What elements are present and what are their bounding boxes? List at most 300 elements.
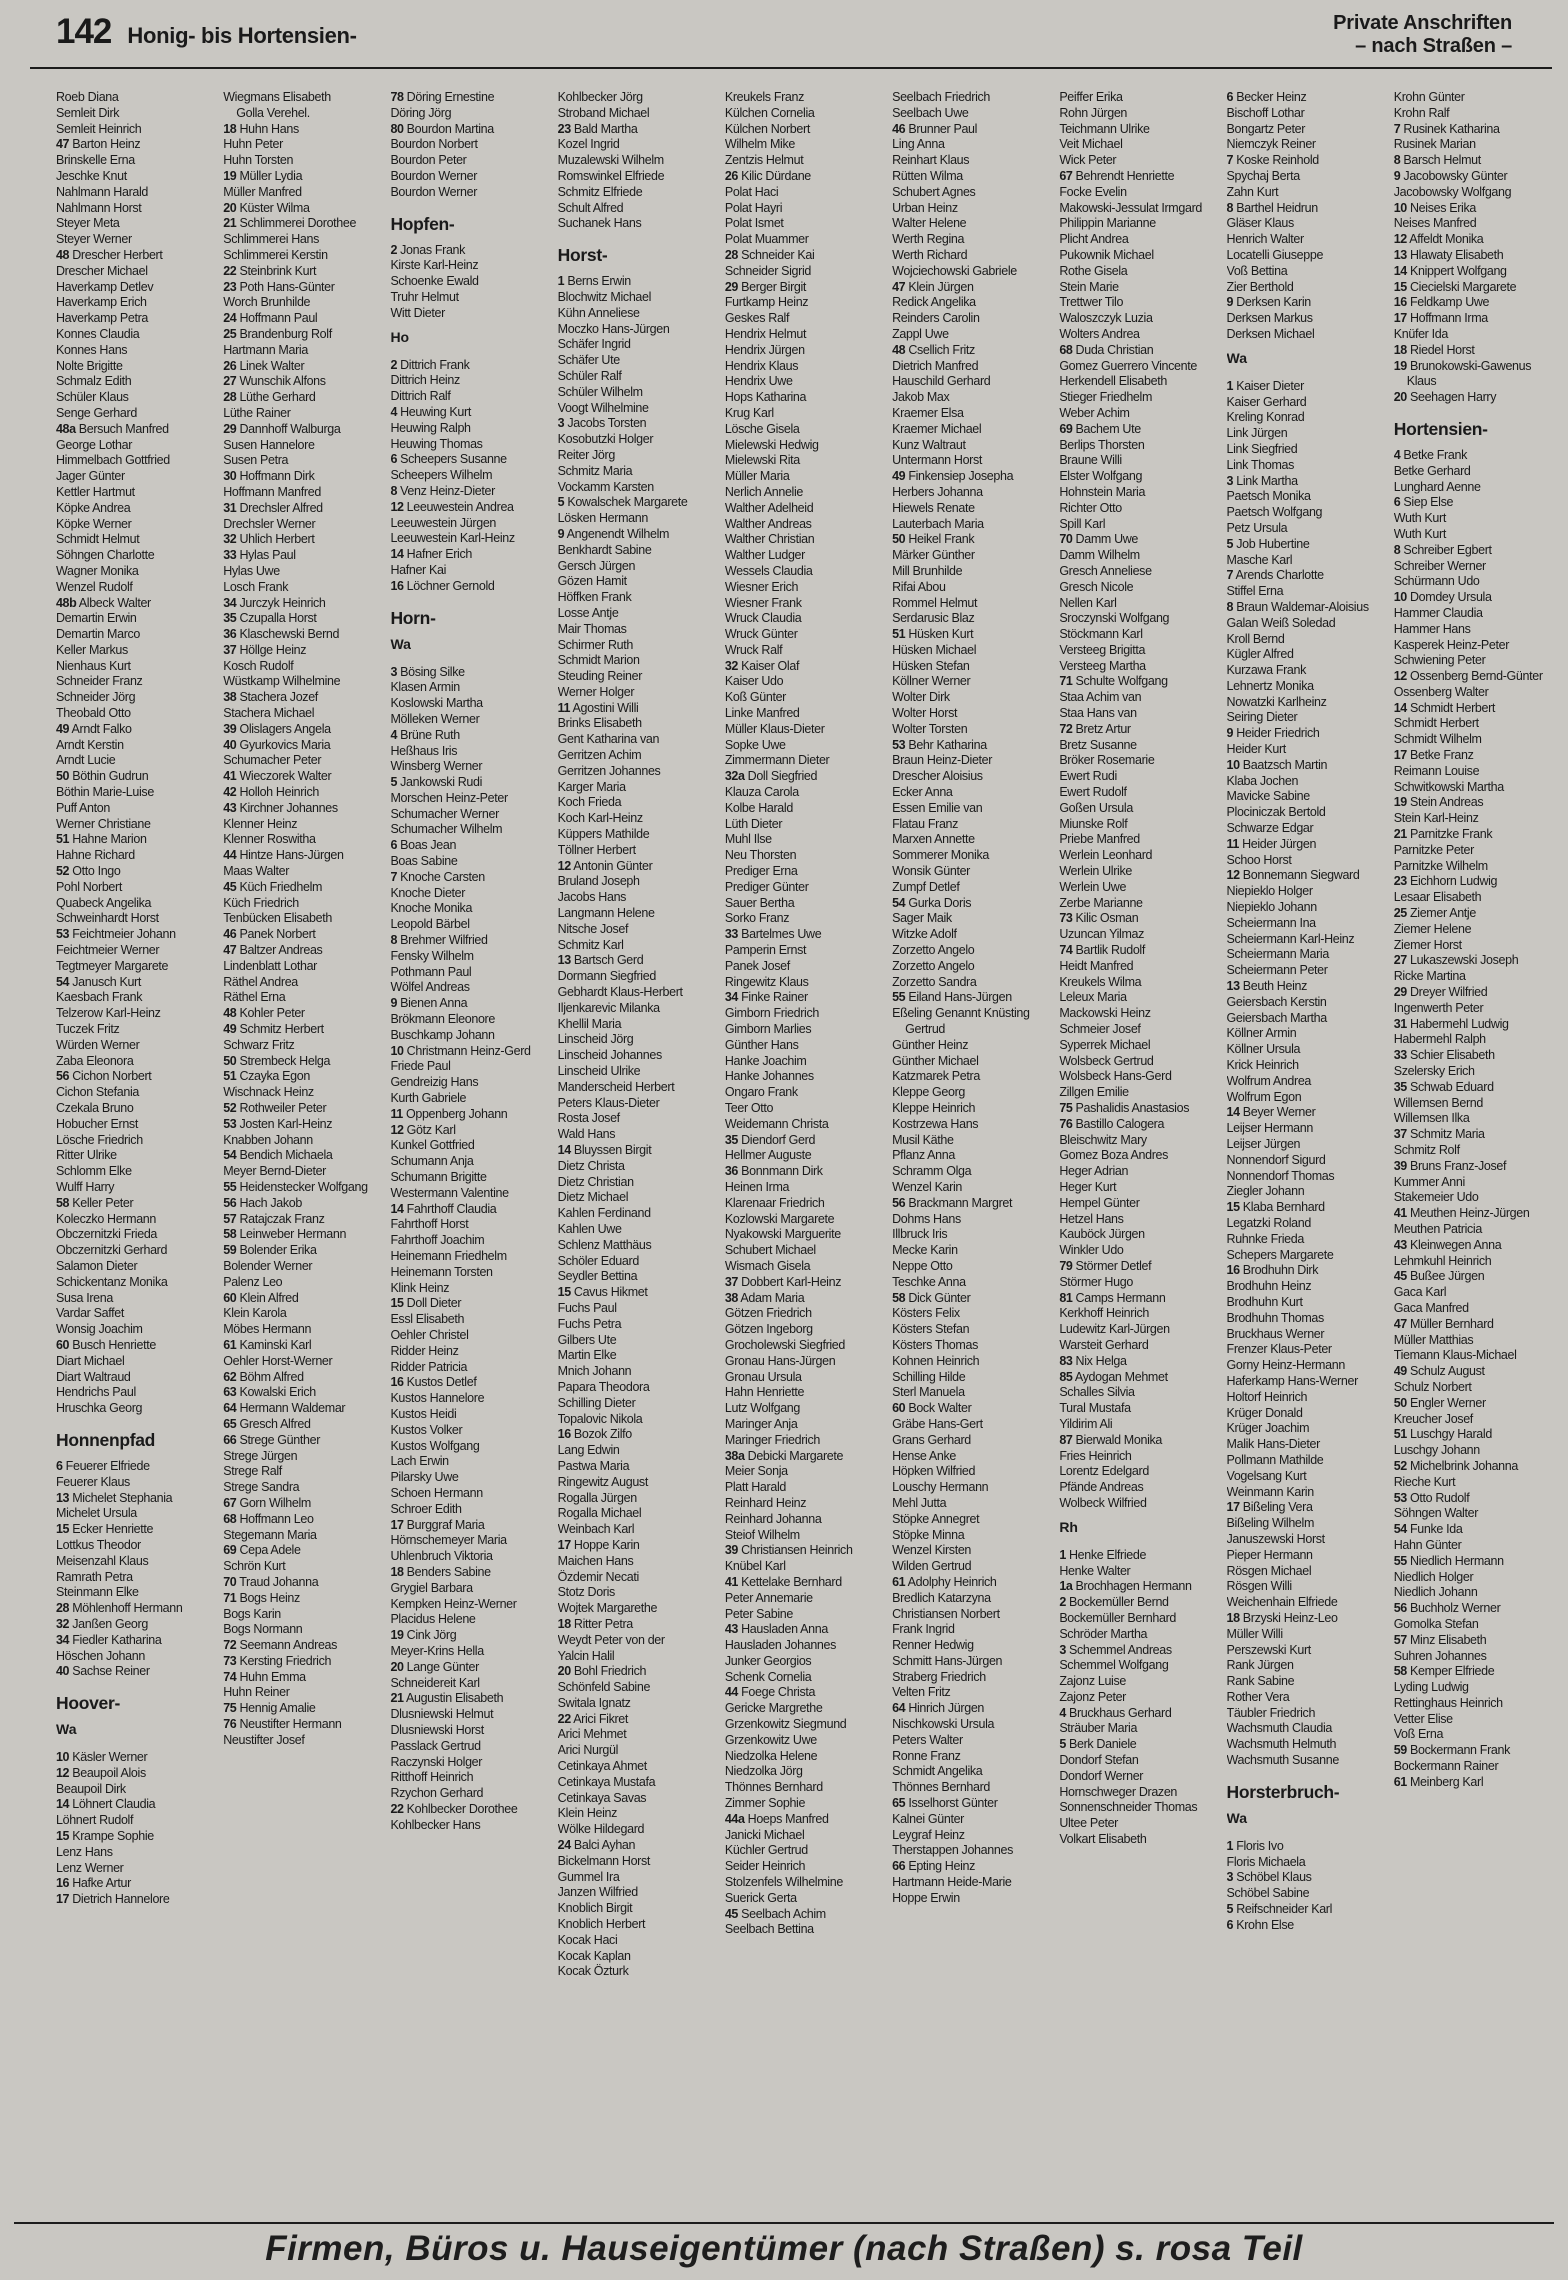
directory-entry: Reinders Carolin	[892, 311, 980, 326]
directory-entry: Zahn Kurt	[1226, 184, 1279, 199]
directory-entry: Langmann Helene	[557, 906, 655, 921]
directory-entry: Kaiser Udo	[724, 674, 784, 689]
house-number: 55	[1393, 1553, 1407, 1568]
directory-entry: Niedzolka Jörg	[724, 1764, 803, 1779]
directory-column-6	[892, 90, 1042, 2214]
directory-entry: 52 Michelbrink Johanna	[1393, 1458, 1518, 1473]
directory-entry: 5 Job Hubertine	[1226, 536, 1310, 551]
house-number: 12	[1393, 669, 1407, 684]
directory-entry: Gomolka Stefan	[1393, 1616, 1479, 1631]
directory-entry: Kettler Hartmut	[56, 484, 135, 499]
directory-entry: Susen Petra	[223, 453, 289, 468]
house-number: 32	[223, 532, 237, 547]
directory-entry: Mackowski Heinz	[1059, 1006, 1151, 1021]
directory-entry: Lutz Wolfgang	[724, 1401, 801, 1416]
directory-entry: Zillgen Emilie	[1059, 1085, 1129, 1100]
directory-entry: Paetsch Wolfgang	[1226, 505, 1323, 520]
directory-entry: Janicki Michael	[724, 1827, 805, 1842]
directory-entry: Müller Klaus-Dieter	[724, 721, 825, 736]
directory-entry: Philippin Marianne	[1059, 216, 1156, 231]
directory-entry: 16 Hafke Artur	[56, 1876, 131, 1891]
directory-entry: Wulff Harry	[56, 1179, 115, 1194]
directory-entry: 52 Rothweiler Peter	[223, 1101, 327, 1115]
directory-entry: 51 Luschgy Harald	[1393, 1427, 1492, 1442]
house-number: 39	[223, 721, 237, 736]
directory-entry: Essen Emilie van	[892, 800, 983, 815]
directory-entry: Klein Heinz	[557, 1806, 618, 1821]
directory-entry: Cetinkaya Savas	[557, 1790, 647, 1805]
directory-entry: Schmitz Karl	[557, 937, 624, 952]
house-number: 71	[1059, 674, 1073, 689]
directory-entry: Müller Manfred	[223, 184, 302, 199]
directory-entry: Locatelli Giuseppe	[1226, 247, 1324, 262]
directory-entry: Mielewski Rita	[724, 453, 800, 468]
directory-entry: 42 Holloh Heinrich	[223, 785, 319, 800]
directory-entry: 56 Buchholz Werner	[1393, 1601, 1501, 1616]
house-number: 45	[223, 879, 237, 894]
directory-entry: Reinhart Klaus	[892, 153, 970, 168]
directory-entry: Wolter Horst	[892, 706, 958, 721]
directory-entry: 21 Augustin Elisabeth	[390, 1691, 504, 1706]
directory-entry: 37 Höllge Heinz	[223, 642, 307, 657]
directory-entry: 34 Fiedler Katharina	[56, 1632, 162, 1647]
directory-entry: Höpken Wilfried	[892, 1464, 976, 1479]
directory-entry: Sopke Uwe	[724, 737, 786, 752]
directory-entry: Hendrix Jürgen	[724, 342, 805, 357]
directory-entry: Neises Manfred	[1393, 216, 1477, 231]
directory-entry: Kreling Konrad	[1226, 410, 1305, 425]
directory-entry: Schickentanz Monika	[56, 1274, 168, 1289]
directory-entry: Renner Hedwig	[892, 1638, 974, 1653]
house-number: 16	[390, 1375, 404, 1390]
directory-entry: Ziemer Horst	[1393, 937, 1462, 952]
directory-entry: 1 Henke Elfriede	[1059, 1547, 1147, 1562]
directory-entry: Feuerer Klaus	[56, 1474, 130, 1489]
directory-entry: Schilling Hilde	[892, 1369, 966, 1384]
directory-entry: 10 Baatzsch Martin	[1226, 757, 1328, 772]
directory-entry: Werth Richard	[892, 247, 968, 262]
directory-entry: Gerritzen Johannes	[557, 763, 661, 778]
directory-entry: 15 Cavus Hikmet	[557, 1285, 648, 1300]
directory-entry: Schöler Eduard	[557, 1253, 639, 1268]
directory-entry: Meyer-Krins Hella	[390, 1643, 484, 1658]
directory-entry: Ludewitz Karl-Jürgen	[1059, 1322, 1170, 1337]
directory-entry: Maas Walter	[223, 864, 290, 879]
directory-entry: Peters Walter	[892, 1732, 963, 1747]
directory-entry: 71 Bogs Heinz	[223, 1590, 300, 1605]
directory-entry: Schumann Anja	[390, 1154, 474, 1169]
house-number: 7	[1226, 153, 1234, 168]
directory-entry: Krüger Donald	[1226, 1405, 1303, 1420]
directory-entry: Walther Christian	[724, 532, 815, 547]
directory-entry: Kauböck Jürgen	[1059, 1227, 1145, 1242]
house-number: 12	[1226, 868, 1240, 883]
directory-entry: 39 Olislagers Angela	[223, 721, 331, 736]
directory-entry: 48a Bersuch Manfred	[56, 421, 169, 436]
house-number: 76	[1059, 1116, 1073, 1131]
directory-entry: 68 Duda Christian	[1059, 342, 1154, 357]
directory-entry: Zentzis Helmut	[724, 153, 804, 168]
directory-entry: 30 Hoffmann Dirk	[223, 469, 315, 484]
house-number: 5	[390, 775, 397, 790]
directory-entry: Kahlen Uwe	[557, 1221, 622, 1236]
directory-entry: Wolsbeck Gertrud	[1059, 1053, 1154, 1068]
directory-entry: 34 Finke Rainer	[724, 990, 808, 1005]
directory-entry: Rettinghaus Heinrich	[1393, 1695, 1503, 1710]
directory-entry: Werlein Uwe	[1059, 879, 1127, 894]
directory-entry: 40 Sachse Reiner	[56, 1664, 150, 1679]
house-number: 5	[1226, 536, 1234, 551]
directory-entry: Perszewski Kurt	[1226, 1642, 1311, 1657]
directory-entry: Schönfeld Sabine	[557, 1680, 651, 1695]
directory-entry: Kocak Haci	[557, 1932, 618, 1947]
directory-entry: Hendrix Helmut	[724, 326, 807, 341]
directory-entry: Lottkus Theodor	[56, 1537, 141, 1552]
directory-entry: 12 Bonnemann Siegward	[1226, 868, 1360, 883]
directory-entry: Buschkamp Johann	[390, 1027, 495, 1042]
directory-entry: 55 Heidenstecker Wolfgang	[223, 1179, 368, 1194]
directory-entry: Kraemer Elsa	[892, 405, 964, 420]
directory-entry: Telzerow Karl-Heinz	[56, 1006, 161, 1021]
directory-entry: Geiersbach Kerstin	[1226, 994, 1327, 1009]
directory-entry: Ritthoff Heinrich	[390, 1770, 474, 1785]
house-number: 49	[1393, 1364, 1407, 1379]
directory-entry: Cetinkaya Mustafa	[557, 1774, 656, 1789]
house-number: 49	[892, 469, 906, 484]
directory-entry: Kleppe Heinrich	[892, 1101, 976, 1115]
directory-entry: Müller Willi	[1226, 1626, 1283, 1641]
directory-entry: Schulz Norbert	[1393, 1379, 1472, 1394]
directory-entry: Serdarusic Blaz	[892, 611, 975, 626]
house-number: 14	[390, 1201, 404, 1216]
directory-entry: Voogt Wilhelmine	[557, 400, 649, 415]
directory-entry: Dlusniewski Horst	[390, 1722, 484, 1737]
directory-entry: 43 Kirchner Johannes	[223, 800, 338, 815]
directory-entry: 1a Brochhagen Hermann	[1059, 1579, 1192, 1594]
directory-entry: 17 Hoppe Karin	[557, 1537, 640, 1552]
directory-entry: Semleit Dirk	[56, 105, 120, 120]
directory-entry: Werner Holger	[557, 684, 635, 699]
directory-entry: Peter Sabine	[724, 1606, 793, 1621]
directory-entry: Kustos Heidi	[390, 1406, 457, 1421]
house-number: 34	[223, 595, 237, 610]
directory-entry: Nitsche Josef	[557, 921, 629, 936]
directory-entry: 58 Keller Peter	[56, 1195, 134, 1210]
directory-entry: Külchen Cornelia	[724, 105, 815, 120]
directory-entry: 44 Foege Christa	[724, 1685, 816, 1700]
house-number: 41	[1393, 1206, 1407, 1221]
directory-entry: Heidt Manfred	[1059, 958, 1134, 973]
directory-entry: Märker Günther	[892, 548, 975, 563]
house-number: 47	[892, 279, 906, 294]
house-number: 1	[1226, 378, 1234, 393]
directory-entry: Muzalewski Wilhelm	[557, 153, 664, 168]
house-number: 10	[390, 1043, 404, 1058]
directory-entry: Wilden Gertrud	[892, 1559, 972, 1574]
house-number: 53	[1393, 1490, 1407, 1505]
directory-entry: Schmitz Elfriede	[557, 184, 643, 199]
directory-entry: 8 Barthel Heidrun	[1226, 200, 1318, 215]
directory-entry: Staa Hans van	[1059, 706, 1137, 721]
directory-entry: Zajonz Luise	[1059, 1674, 1126, 1689]
directory-entry: 62 Böhm Alfred	[223, 1369, 304, 1384]
directory-entry: Ramrath Petra	[56, 1569, 133, 1584]
directory-entry: 33 Schier Elisabeth	[1393, 1048, 1495, 1063]
directory-entry: 13 Hlawaty Elisabeth	[1393, 247, 1504, 262]
directory-entry: Gomez Guerrero Vincente	[1059, 358, 1197, 373]
directory-entry: 73 Kilic Osman	[1059, 911, 1139, 926]
directory-entry: 9 Angenendt Wilhelm	[557, 526, 670, 541]
directory-entry: Passlack Gertrud	[390, 1738, 481, 1753]
directory-column-9	[1394, 90, 1544, 2214]
directory-entry: 41 Meuthen Heinz-Jürgen	[1393, 1206, 1530, 1221]
directory-entry: Gläser Klaus	[1226, 216, 1294, 231]
directory-entry: 37 Dobbert Karl-Heinz	[724, 1274, 842, 1289]
directory-entry: Wiesner Erich	[724, 579, 799, 594]
house-number: 14	[1393, 700, 1407, 715]
directory-entry: 74 Bartlik Rudolf	[1059, 943, 1145, 958]
directory-entry: Martin Elke	[557, 1348, 617, 1363]
directory-entry: Schneider Jörg	[56, 690, 136, 705]
directory-entry: Köllner Werner	[892, 674, 971, 689]
directory-entry: Niedlich Holger	[1393, 1569, 1474, 1584]
directory-entry: 38 Adam Maria	[724, 1290, 805, 1305]
directory-entry: Fuchs Paul	[557, 1300, 617, 1315]
directory-entry: 53 Feichtmeier Johann	[56, 927, 176, 942]
directory-entry: Rank Sabine	[1226, 1674, 1295, 1689]
directory-entry: 26 Linek Walter	[223, 358, 305, 373]
directory-entry: Niedzolka Helene	[724, 1748, 818, 1763]
directory-entry: Losch Frank	[223, 579, 289, 594]
directory-entry: Lösche Gisela	[724, 421, 800, 436]
directory-entry: Strege Jürgen	[223, 1448, 298, 1463]
directory-entry: 14 Beyer Werner	[1226, 1105, 1316, 1120]
house-number: 79	[1059, 1258, 1073, 1273]
directory-entry: Rösgen Michael	[1226, 1563, 1312, 1578]
directory-entry: 44a Hoeps Manfred	[724, 1811, 829, 1826]
directory-entry: 35 Diendorf Gerd	[724, 1132, 816, 1147]
directory-entry: Veit Michael	[1059, 137, 1123, 152]
house-number: 27	[223, 374, 237, 389]
directory-entry: Seydler Bettina	[557, 1269, 638, 1284]
directory-entry: Susa Irena	[56, 1290, 113, 1305]
directory-entry: Grocholewski Siegfried	[724, 1337, 846, 1352]
directory-entry: 15 Ciecielski Margarete	[1393, 279, 1517, 294]
house-number: 17	[1393, 311, 1407, 326]
directory-entry: Höschen Johann	[56, 1648, 145, 1663]
directory-entry: Schwitkowski Martha	[1393, 779, 1504, 794]
directory-entry: 31 Habermehl Ludwig	[1393, 1016, 1509, 1031]
house-number: 70	[1059, 532, 1073, 547]
directory-entry: Holtorf Heinrich	[1226, 1389, 1308, 1404]
directory-entry: Stegemann Maria	[223, 1527, 317, 1542]
directory-entry: Westermann Valentine	[390, 1185, 509, 1200]
directory-entry: Hartmann Maria	[223, 342, 308, 357]
directory-entry: 76 Neustifter Hermann	[223, 1717, 342, 1732]
directory-entry: Schüler Ralf	[557, 368, 622, 383]
directory-entry: 19 Cink Jörg	[390, 1628, 457, 1643]
directory-entry: Vockamm Karsten	[557, 479, 654, 494]
directory-entry: Kohlbecker Jörg	[557, 90, 643, 104]
house-number: 49	[56, 721, 70, 736]
directory-entry: Kraemer Michael	[892, 421, 982, 436]
house-number: 53	[223, 1116, 237, 1131]
directory-entry: Derksen Markus	[1226, 311, 1313, 326]
directory-entry: Ringewitz August	[557, 1474, 648, 1489]
house-number: 4	[1059, 1705, 1066, 1720]
directory-entry: 45 Bußee Jürgen	[1393, 1269, 1485, 1284]
house-number: 78	[390, 90, 404, 104]
directory-entry: 6 Krohn Else	[1226, 1917, 1294, 1932]
directory-entry: 63 Kowalski Erich	[223, 1385, 316, 1400]
directory-entry: Panek Josef	[724, 958, 790, 973]
directory-entry: 13 Michelet Stephania	[56, 1490, 173, 1505]
directory-entry: Masche Karl	[1226, 552, 1293, 567]
directory-entry: Heger Adrian	[1059, 1164, 1129, 1179]
directory-entry: Bolender Werner	[223, 1258, 313, 1273]
directory-entry: 66 Strege Günther	[223, 1432, 321, 1447]
directory-entry: 12 Götz Karl	[390, 1122, 456, 1137]
directory-entry: Zorzetto Angelo	[892, 943, 975, 958]
directory-entry: Rzychon Gerhard	[390, 1786, 484, 1801]
house-number: 66	[892, 1859, 906, 1874]
directory-entry: Feichtmeier Werner	[56, 943, 160, 958]
house-number: 20	[390, 1659, 404, 1674]
directory-entry: Lösche Friedrich	[56, 1132, 143, 1147]
house-number: 6	[390, 452, 397, 467]
directory-entry: 64 Hermann Waldemar	[223, 1401, 346, 1416]
directory-entry: Fahrthoff Joachim	[390, 1233, 485, 1248]
directory-entry: Salamon Dieter	[56, 1258, 138, 1273]
house-number: 21	[223, 216, 237, 231]
directory-entry: Kügler Alfred	[1226, 647, 1294, 662]
house-number: 9	[1226, 726, 1234, 741]
directory-entry: 38 Stachera Jozef	[223, 690, 318, 705]
directory-entry: Steiof Wilhelm	[724, 1527, 800, 1542]
directory-entry: Schmitt Hans-Jürgen	[892, 1653, 1003, 1668]
house-number: 10	[1393, 200, 1407, 215]
directory-entry: Drescher Michael	[56, 263, 148, 278]
directory-entry: Hetzel Hans	[1059, 1211, 1124, 1226]
house-number: 50	[1393, 1395, 1407, 1410]
directory-entry: Kühn Anneliese	[557, 305, 640, 320]
directory-entry: Trettwer Tilo	[1059, 295, 1124, 310]
directory-entry: Kohlbecker Hans	[390, 1817, 481, 1832]
house-number: 47	[56, 137, 70, 152]
directory-entry: Priebe Manfred	[1059, 832, 1140, 847]
directory-entry: George Lothar	[56, 437, 133, 452]
directory-entry: Thönnes Bernhard	[724, 1780, 823, 1795]
house-number: 74	[1059, 943, 1073, 958]
directory-entry: Rother Vera	[1226, 1689, 1290, 1704]
house-number: 8	[390, 933, 397, 948]
directory-entry: Steyer Meta	[56, 216, 120, 231]
house-number: 29	[223, 421, 237, 436]
directory-entry: Willemsen Bernd	[1393, 1095, 1483, 1110]
directory-entry: Konnes Hans	[56, 342, 128, 357]
directory-entry: 12 Ossenberg Bernd-Günter	[1393, 669, 1543, 684]
house-number: 18	[1226, 1610, 1240, 1625]
directory-entry: Roeb Diana	[56, 90, 119, 104]
house-number: 48b	[56, 595, 77, 610]
directory-entry: 40 Gyurkovics Maria	[223, 737, 331, 752]
directory-entry: 58 Dick Günter	[892, 1290, 971, 1305]
directory-entry: Bourdon Norbert	[390, 137, 478, 152]
header-left	[56, 12, 357, 52]
directory-entry: Wolfrum Egon	[1226, 1089, 1302, 1104]
house-number: 15	[56, 1522, 70, 1537]
directory-entry: Wagner Monika	[56, 563, 139, 578]
directory-entry: Jacobs Hans	[557, 890, 627, 905]
directory-entry: Warsteit Gerhard	[1059, 1337, 1149, 1352]
directory-entry: Schneider Franz	[56, 674, 143, 689]
directory-entry: Lösken Hermann	[557, 511, 648, 526]
directory-entry: Hörnschemeyer Maria	[390, 1533, 507, 1548]
directory-entry: 54 Funke Ida	[1393, 1522, 1463, 1537]
house-number: 30	[223, 469, 237, 484]
directory-entry: Leeuwestein Karl-Heinz	[390, 531, 515, 546]
directory-entry: Walther Ludger	[724, 548, 805, 563]
directory-entry: Stein Marie	[1059, 279, 1119, 294]
directory-entry: Kreukels Franz	[724, 90, 805, 104]
directory-entry: Steinmann Elke	[56, 1585, 139, 1600]
directory-entry: Marxen Annette	[892, 832, 975, 847]
house-number: 21	[1393, 827, 1407, 842]
directory-entry: Bourdon Peter	[390, 153, 467, 168]
directory-entry: Hartmann Heide-Marie	[892, 1875, 1012, 1890]
house-number: 43	[1393, 1237, 1407, 1252]
directory-entry: Gimborn Marlies	[724, 1022, 812, 1037]
directory-entry: Töllner Herbert	[557, 842, 636, 857]
directory-entry: 7 Arends Charlotte	[1226, 568, 1324, 583]
directory-entry: 10 Käsler Werner	[56, 1750, 148, 1765]
house-number: 14	[390, 547, 404, 562]
directory-entry: Wölke Hildegard	[557, 1822, 645, 1837]
directory-entry: Scheiermann Peter	[1226, 963, 1328, 978]
directory-entry: Versteeg Martha	[1059, 658, 1146, 673]
directory-entry: 55 Niedlich Hermann	[1393, 1553, 1504, 1568]
directory-entry: 11 Heider Jürgen	[1226, 836, 1317, 851]
directory-entry: 3 Link Martha	[1226, 473, 1298, 488]
directory-entry: 56 Hach Jakob	[223, 1195, 302, 1210]
directory-entry: Gilbers Ute	[557, 1332, 617, 1347]
directory-entry: Krug Karl	[724, 405, 774, 420]
directory-entry: Kolbe Harald	[724, 800, 793, 815]
house-number: 17	[557, 1537, 571, 1552]
directory-entry: Hornschweger Drazen	[1059, 1784, 1178, 1799]
house-number: 44a	[724, 1811, 745, 1826]
directory-entry: Schumacher Werner	[390, 806, 499, 821]
directory-entry: 1 Kaiser Dieter	[1226, 378, 1304, 393]
directory-entry: Schneider Sigrid	[724, 263, 811, 278]
directory-entry: Truhr Helmut	[390, 289, 459, 304]
directory-entry: Hendrix Klaus	[724, 358, 799, 373]
house-number: 19	[1393, 358, 1407, 373]
directory-entry: Obczernitzki Frieda	[56, 1227, 158, 1242]
directory-entry: 12 Affeldt Monika	[1393, 232, 1484, 247]
directory-entry: 12 Antonin Günter	[557, 858, 653, 873]
house-number: 6	[1393, 495, 1401, 510]
directory-entry: 23 Bald Martha	[557, 121, 638, 136]
directory-entry: Kostrzewa Hans	[892, 1116, 979, 1131]
directory-entry: Wald Hans	[557, 1127, 616, 1142]
house-number: 34	[724, 990, 738, 1005]
house-number: 52	[223, 1101, 237, 1115]
house-number: 11	[557, 700, 571, 715]
directory-entry: Paetsch Monika	[1226, 489, 1311, 504]
directory-entry: Himmelbach Gottfried	[56, 453, 170, 468]
directory-entry: Schlenz Matthäus	[557, 1237, 652, 1252]
